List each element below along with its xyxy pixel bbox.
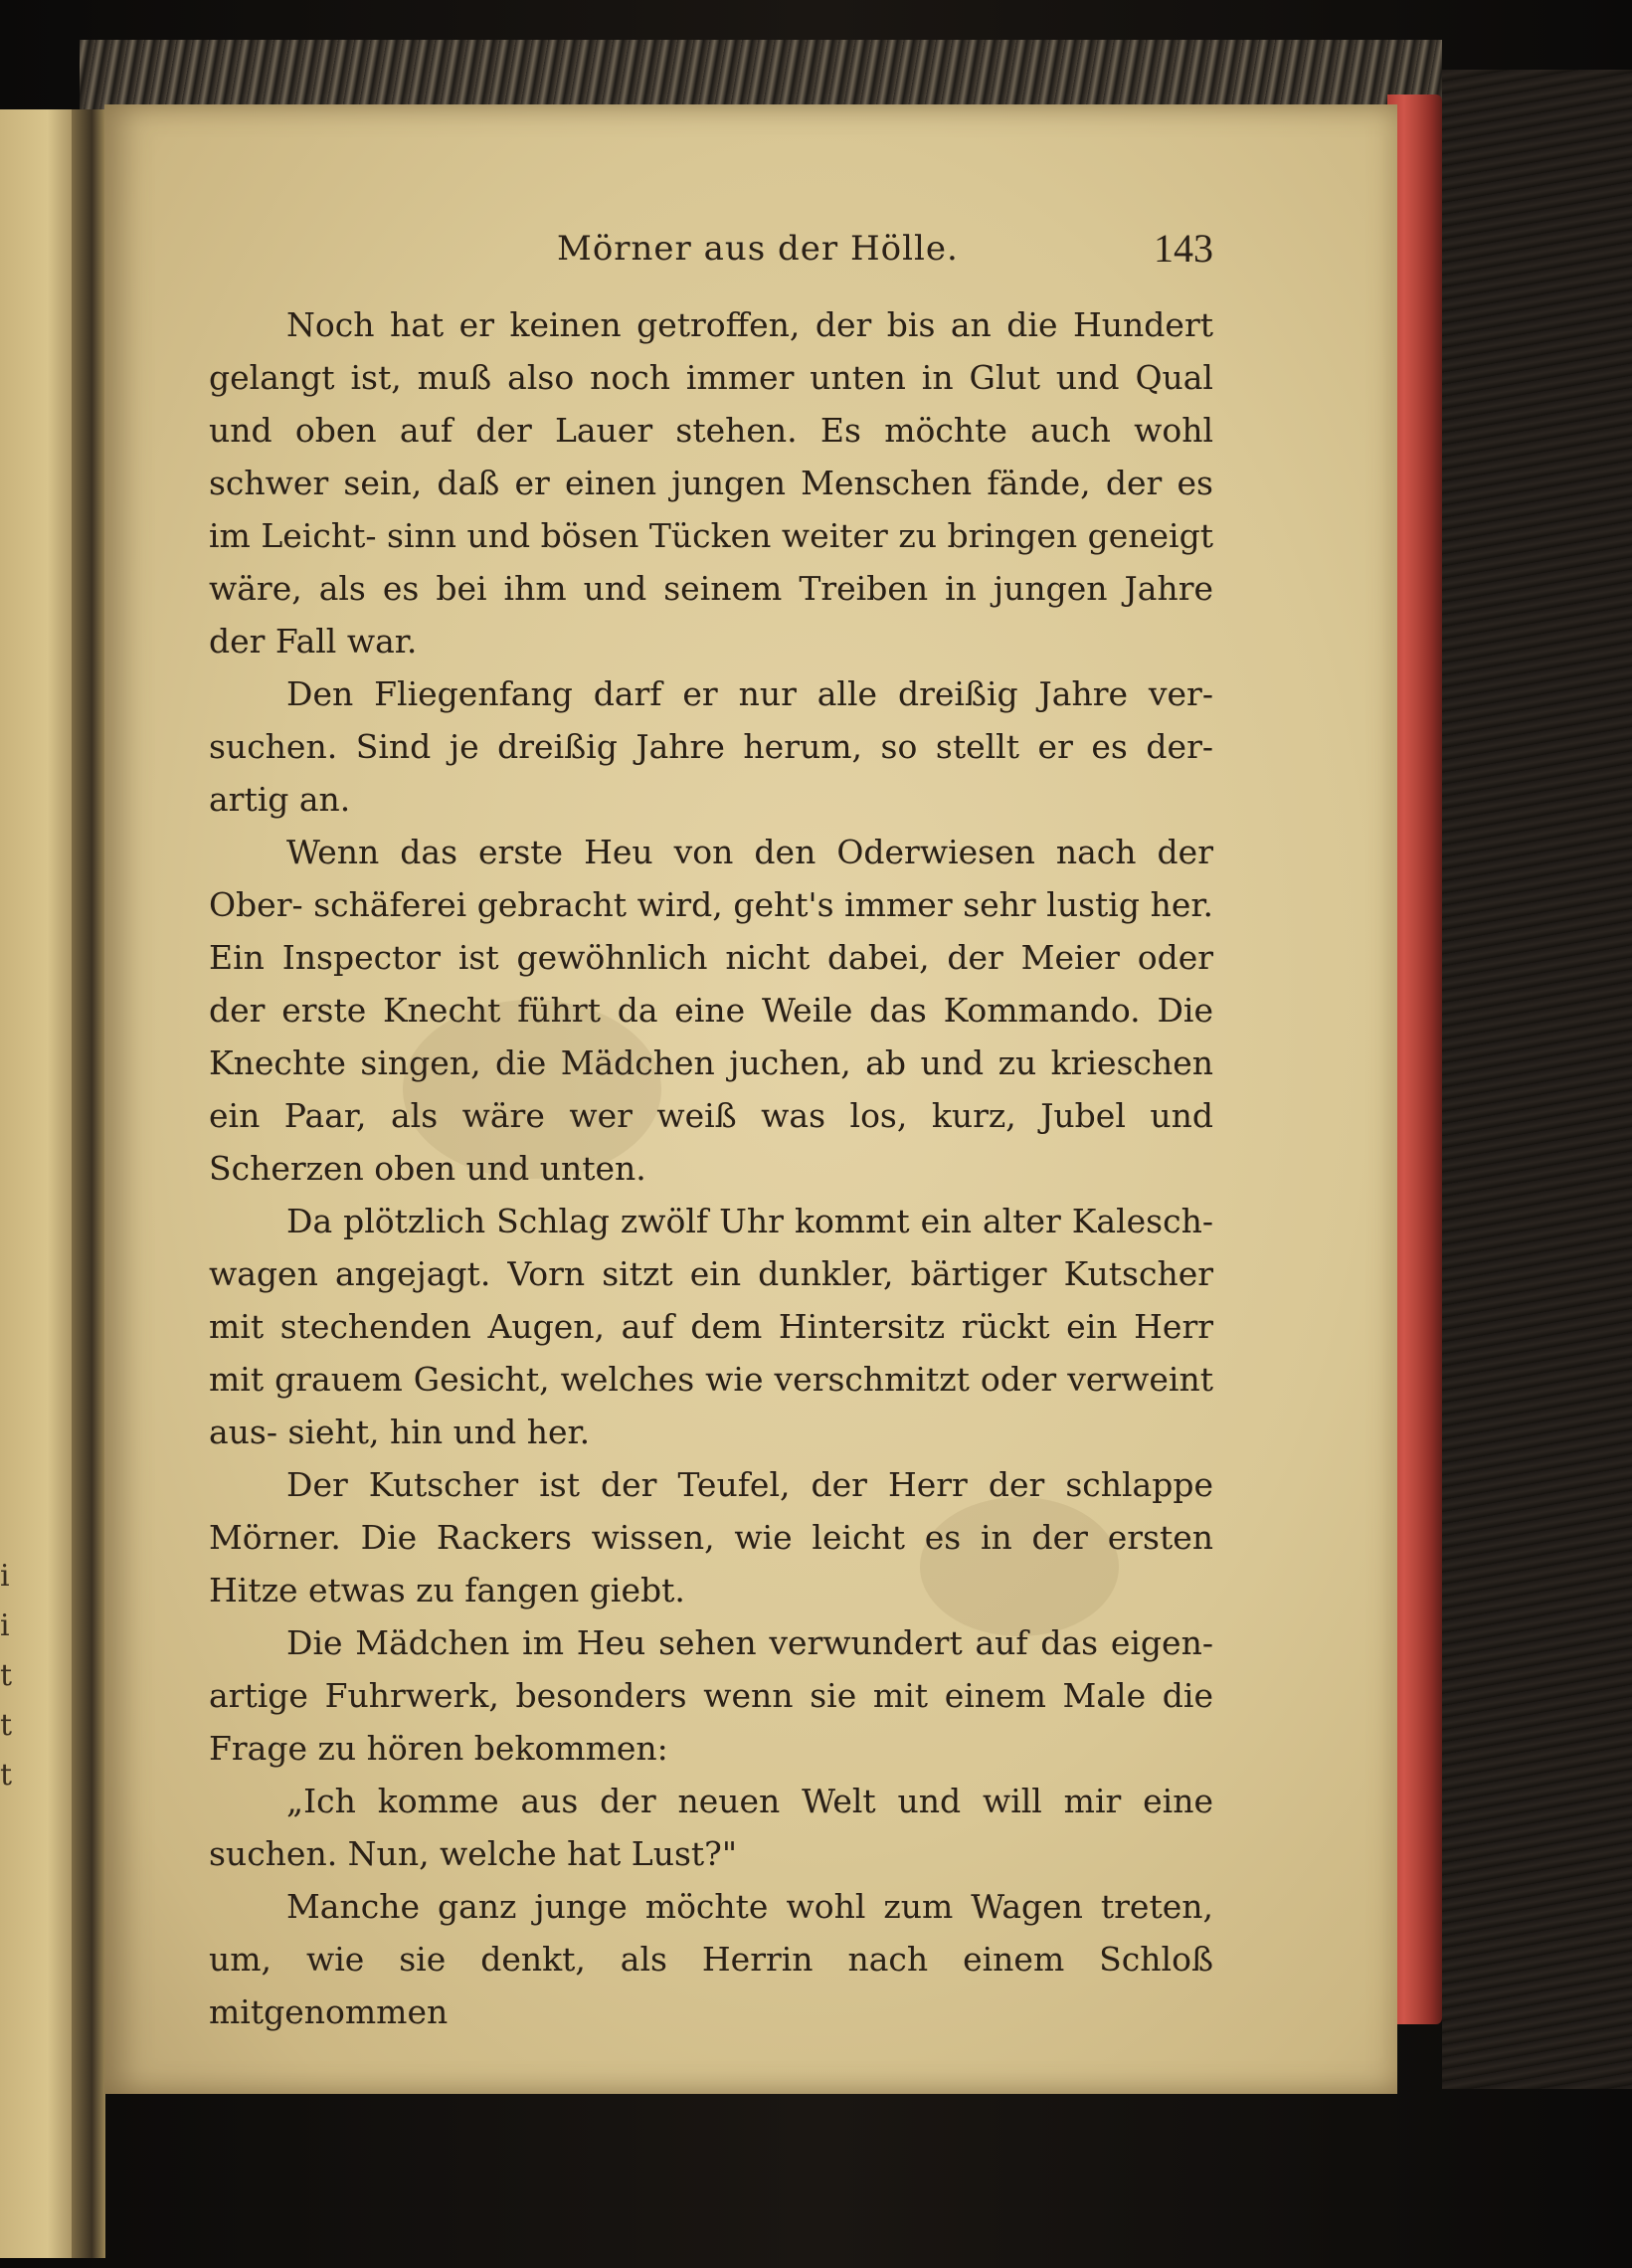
paragraph: Der Kutscher ist der Teufel, der Herr der schlappe Mörner. Die Rackers wissen, wie leicht es in der ersten Hitze etwas zu fangen giebt. — [209, 1465, 1213, 1609]
paragraph: Manche ganz junge möchte wohl zum Wagen treten, um, wie sie denkt, als Herrin nach einem Schloß mitgenommen — [209, 1887, 1213, 2031]
book-spine-top — [80, 40, 1442, 109]
left-page-marks — [0, 1552, 20, 1800]
left-page-mark: t — [0, 1658, 13, 1693]
running-title: Mörner aus der Hölle. — [557, 229, 959, 269]
book-cover-right — [1442, 70, 1632, 2089]
left-page-mark: i — [0, 1608, 10, 1643]
paragraph: Wenn das erste Heu von den Oderwiesen nach der Ober- schäferei gebracht wird, geht's immer sehr lustig her. Ein Inspector ist gewöhnlich nicht dabei, der Meier oder der erste Knecht führt da eine Weile das Kommando. Die Knechte singen, die Mädchen juchen, ab und zu krieschen ein Paar, als wäre wer weiß was los, kurz, Jubel und Scherzen oben und unten. — [209, 833, 1213, 1188]
paragraph: Die Mädchen im Heu sehen verwundert auf das eigen- artige Fuhrwerk, besonders wenn sie mit einem Male die Frage zu hören bekommen: — [209, 1623, 1213, 1768]
left-page-mark: t — [0, 1708, 13, 1743]
page-header — [179, 226, 1213, 279]
left-page-edge — [0, 109, 82, 2258]
page-number: 143 — [1154, 226, 1213, 271]
book-gutter — [72, 109, 105, 2258]
paragraph: Da plötzlich Schlag zwölf Uhr kommt ein alter Kalesch- wagen angejagt. Vorn sitzt ein dunkler, bärtiger Kutscher mit stechenden Augen, auf dem Hintersitz rückt ein Herr mit grauem Gesicht, welches wie verschmitzt oder verweint aus- sieht, hin und her. — [209, 1202, 1213, 1451]
quoted-speech: „Ich komme aus der neuen Welt und will mir eine suchen. Nun, welche hat Lust?" — [209, 1782, 1213, 1873]
paragraph: Den Fliegenfang darf er nur alle dreißig Jahre ver- suchen. Sind je dreißig Jahre herum, so stellt er es der- artig an. — [209, 674, 1213, 819]
left-page-mark: t — [0, 1758, 13, 1793]
body-text — [209, 298, 1213, 2038]
paragraph: Noch hat er keinen getroffen, der bis an die Hundert gelangt ist, muß also noch immer unten in Glut und Qual und oben auf der Lauer stehen. Es möchte auch wohl schwer sein, daß er einen jungen Menschen fände, der es im Leicht- sinn und bösen Tücken weiter zu bringen geneigt wäre, als es bei ihm und seinem Treiben in jungen Jahre der Fall war. — [209, 305, 1213, 661]
left-page-mark: i — [0, 1559, 10, 1594]
